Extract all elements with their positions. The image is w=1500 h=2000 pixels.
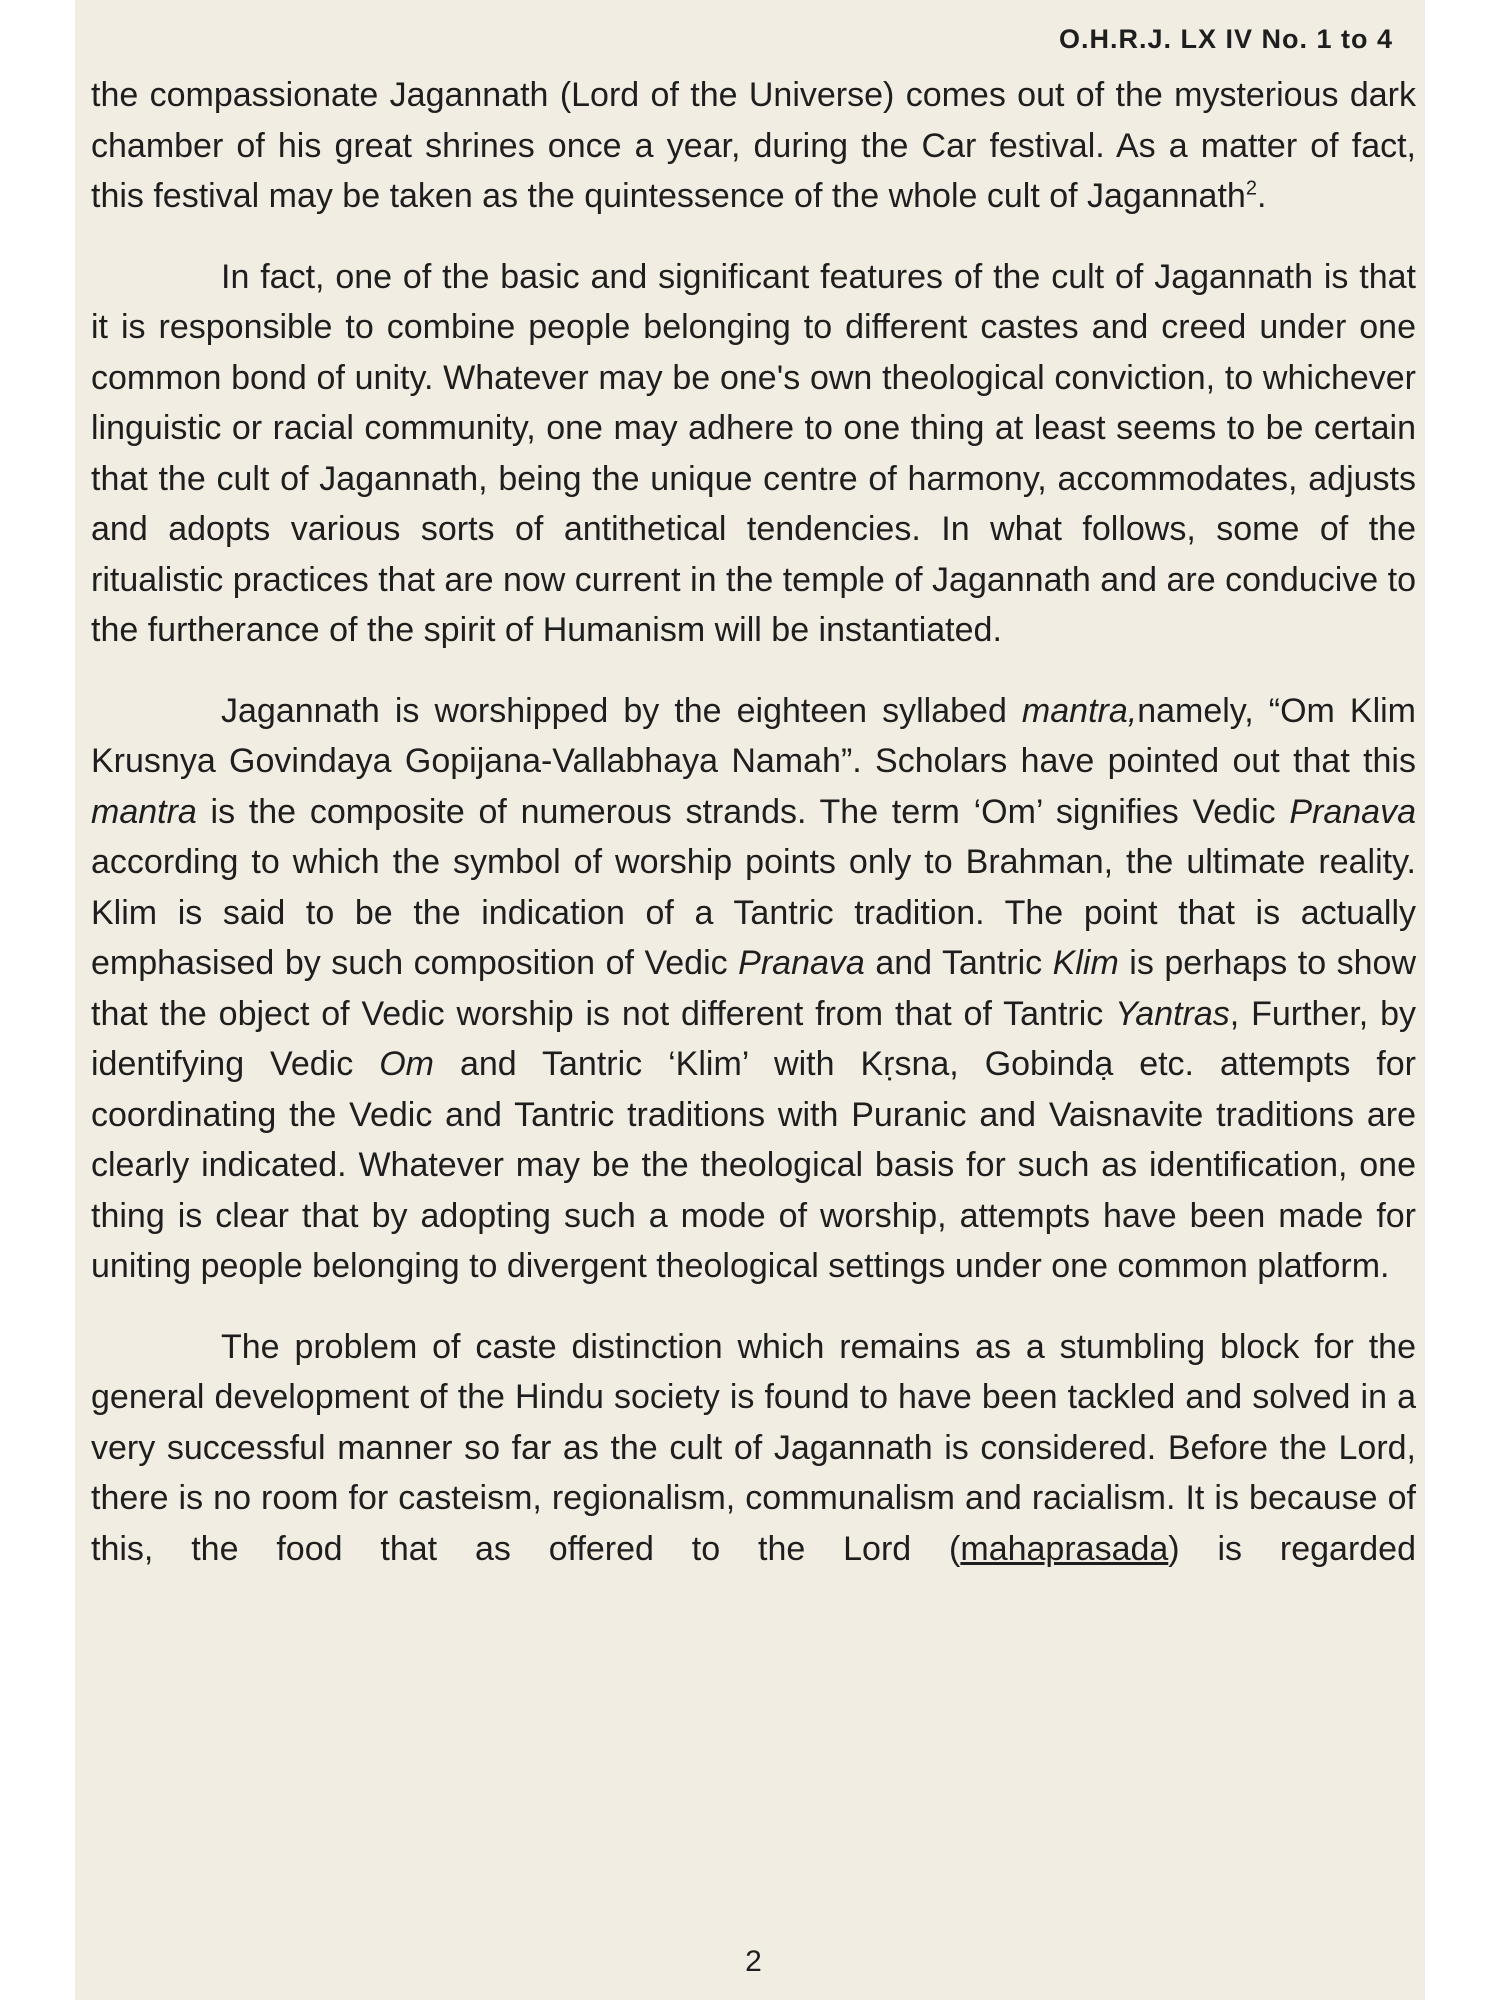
italic-term: Om [379,1045,434,1083]
paragraph-3: Jagannath is worshipped by the eighteen syllabed mantra,namely, “Om Klim Krusnya Govindaya Gopijana-Vallabhaya Namah”. Scholars have pointed out that this mantra is the composite of numerous strands. The term ‘Om’ signifies Vedic Pranava according to which the symbol of worship points only to Brahman, the ultimate reality. Klim is said to be the indication of a Tantric tradition. The point that is actually emphasised by such composition of Vedic Pranava and Tantric Klim is perhaps to show that the object of Vedic worship is not different from that of Tantric Yantras, Further, by identifying Vedic Om and Tantric ‘Klim’ with Kṛsna, Gobindạ etc. attempts for coordinating the Vedic and Tantric traditions with Puranic and Vaisnavite traditions are clearly indicated. Whatever may be the theological basis for such as identification, one thing is clear that by adopting such a mode of worship, attempts have been made for uniting people belonging to divergent theological settings under one common platform. [91,691,1417,1285]
page-number: 2 [745,1945,762,1978]
paragraph-4: The problem of caste distinction which remains as a stumbling block for the general development of the Hindu society is found to have been tackled and solved in a very successful manner so far as the cult of Jagannath is considered. Before the Lord, there is no room for casteism, regionalism, communalism and racialism. It is because of this, the food that as offered to the Lord (mahaprasada) is regarded [91,1327,1416,1568]
paragraph-1-text: the compassionate Jagannath (Lord of the Universe) comes out of the mysterious dark chamber of his great shrines once a year, during the Car festival. As a matter of fact, this festival may be taken as the quintessence of the whole cult of Jagannath [91,76,1416,215]
document-page [75,0,1425,2000]
italic-term: mantra [91,792,197,831]
journal-header: O.H.R.J. LX IV No. 1 to 4 [1058,24,1393,54]
italic-term: Pranava [1289,792,1416,831]
underlined-term: mahaprasada [960,1529,1169,1568]
italic-term: mantra, [1021,691,1138,730]
footnote-ref: 2 [1245,177,1257,200]
paragraph-2: In fact, one of the basic and significant features of the cult of Jagannath is that it is responsible to combine people belonging to different castes and creed under one common bond of unity. Whatever may be one's own theological conviction, to whichever linguistic or racial community, one may adhere to one thing at least seems to be certain that the cult of Jagannath, being the unique centre of harmony, accommodates, adjusts and adopts various sorts of antithetical tendencies. In what follows, some of the ritualistic practices that are now current in the temple of Jagannath and are conducive to the furtherance of the spirit of Humanism will be instantiated. [91,257,1416,649]
italic-term: Yantras [1115,994,1230,1033]
italic-term: Klim [1052,944,1119,982]
body-text [91,70,1416,1574]
italic-term: Pranava [738,944,865,982]
paragraph-1-end: . [1256,177,1267,215]
paragraph-1 [91,70,1416,222]
page-content [91,0,1421,2000]
